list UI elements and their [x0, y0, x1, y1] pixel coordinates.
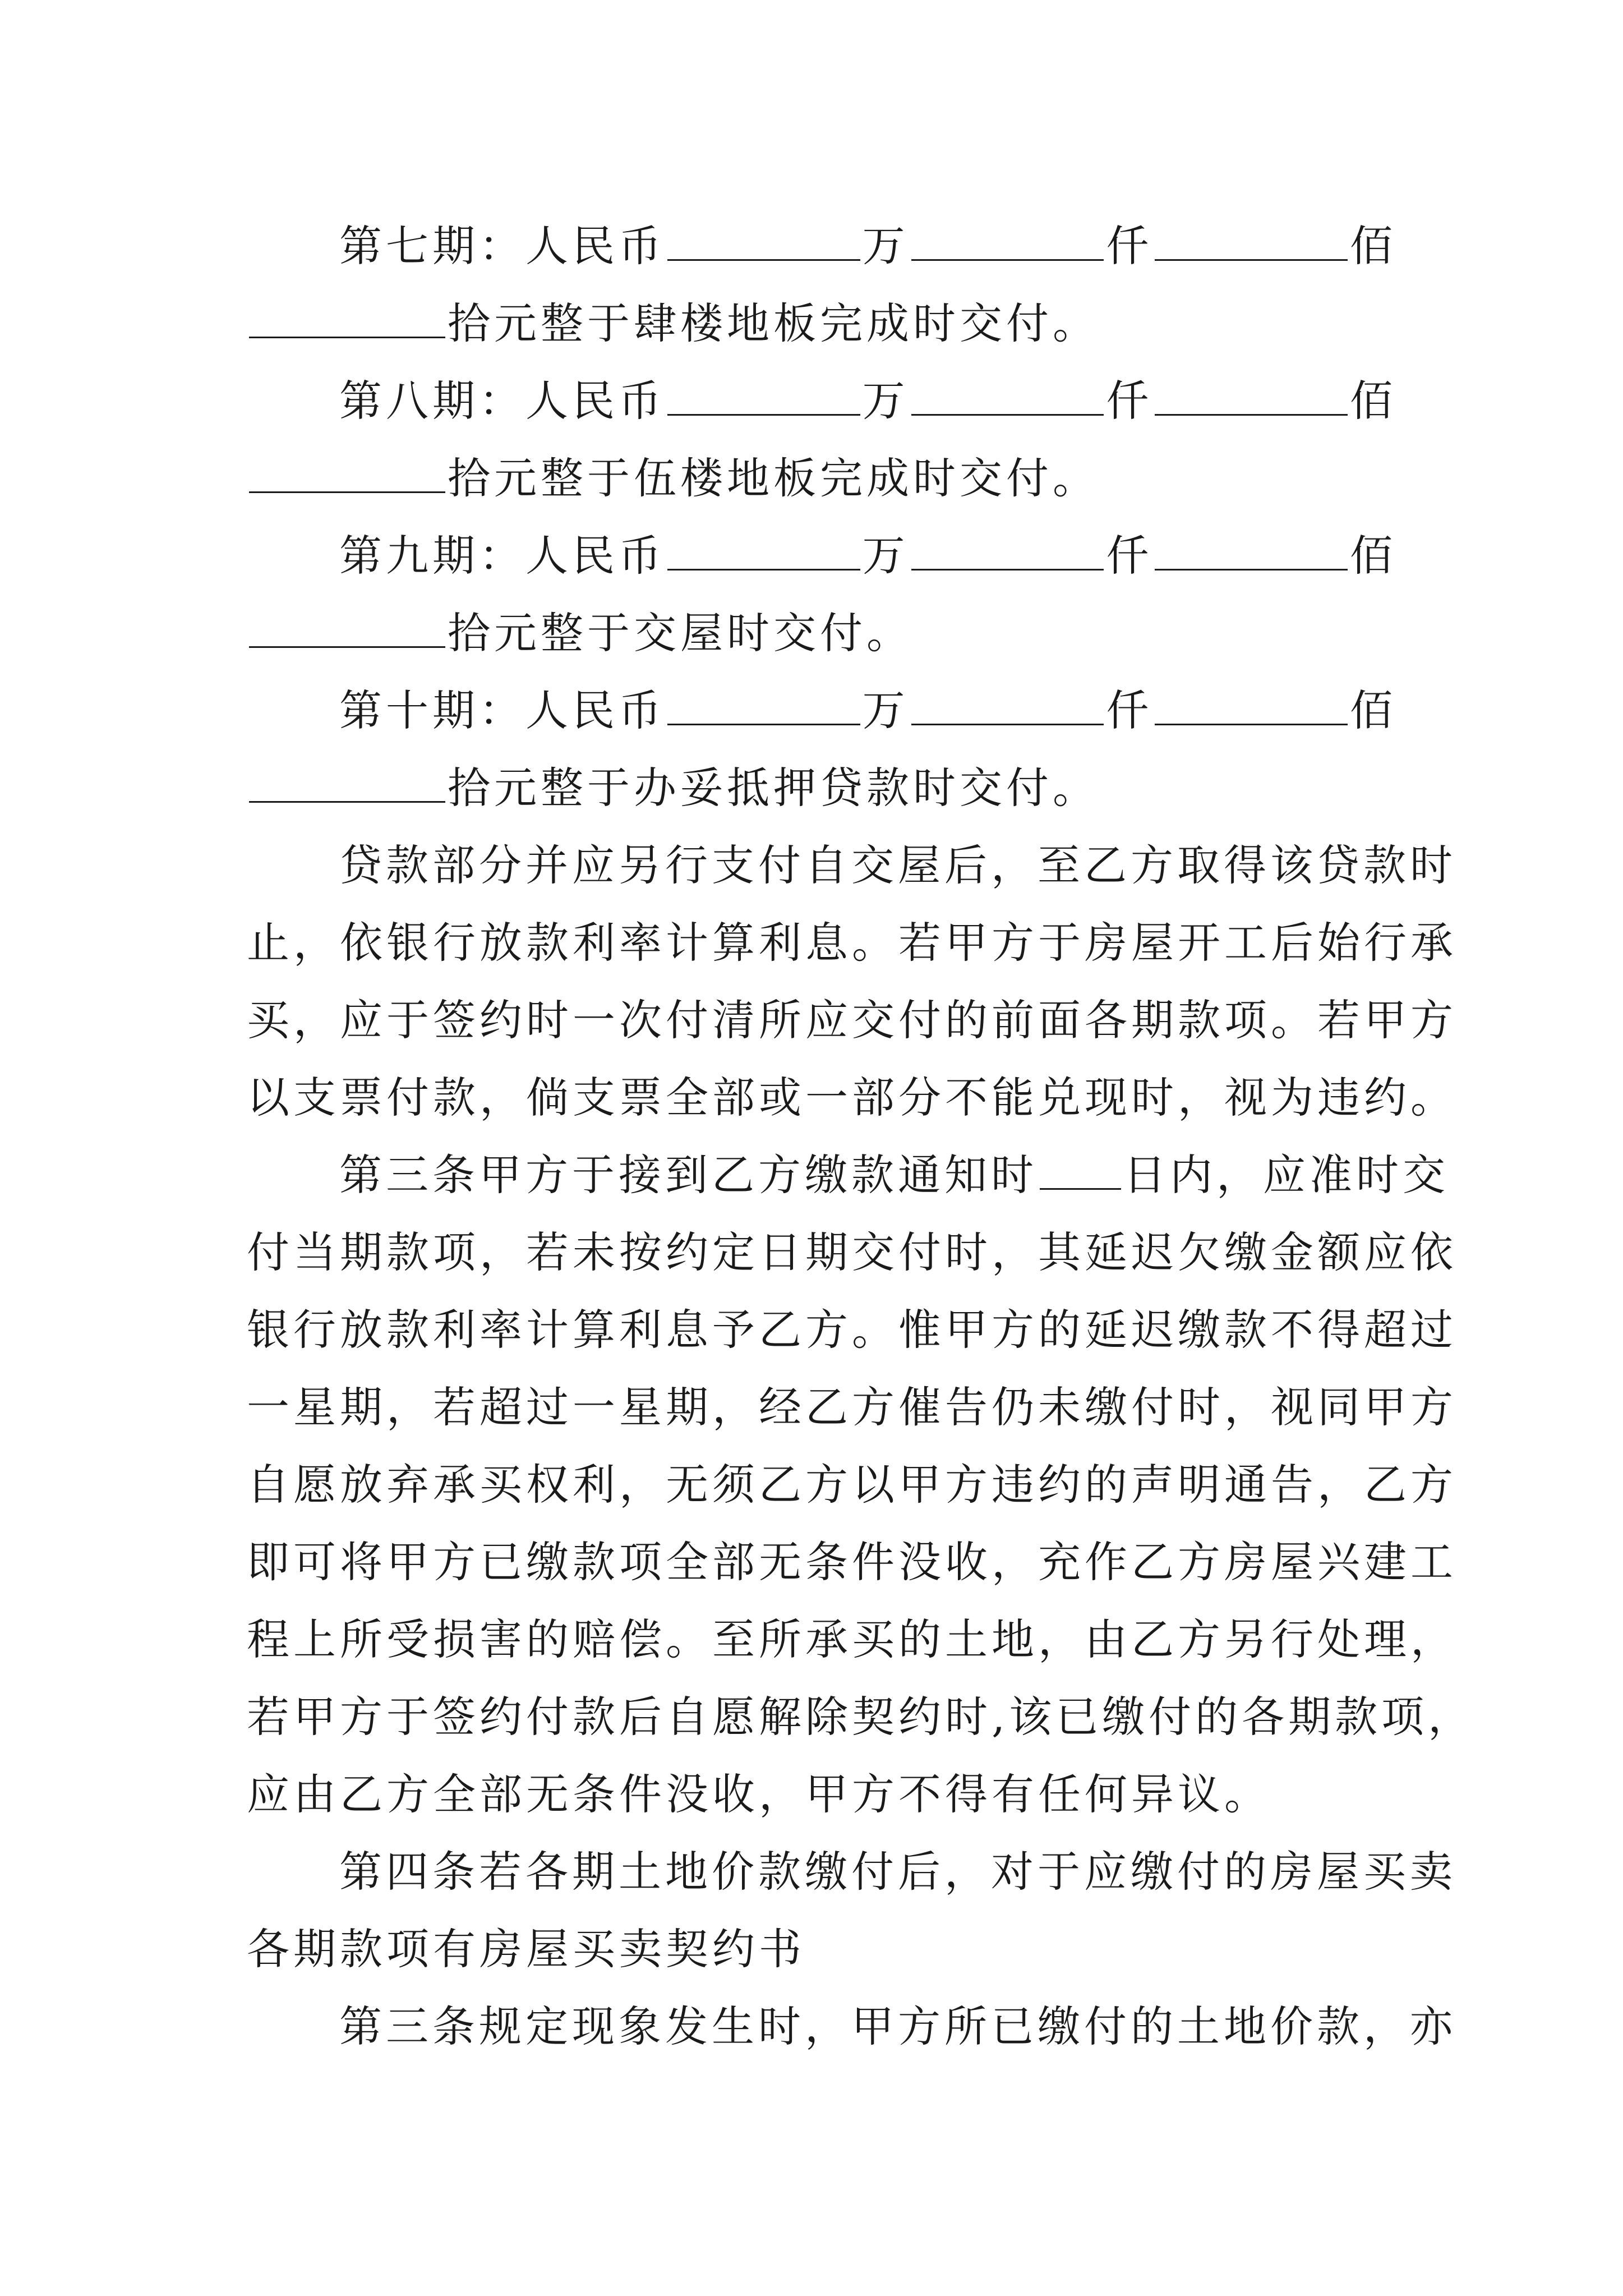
unit-bai: 佰 [1350, 685, 1397, 735]
paragraph-line: 买，应于签约时一次付清所应交付的前面各期款项。若甲方 [247, 995, 1457, 1045]
article-3-text-b: 日内，应准时交 [1123, 1150, 1449, 1200]
blank-field [667, 522, 860, 570]
article-3-first-line [247, 1137, 1449, 1214]
blank-field [911, 212, 1104, 261]
paragraph-line: 即可将甲方已缴款项全部无条件没收，充作乙方房屋兴建工 [247, 1537, 1457, 1587]
blank-field [1155, 677, 1348, 725]
installment-label: 第九期：人民币 [339, 531, 665, 581]
installment-7-line-2 [247, 285, 1396, 362]
installment-10-line-1 [247, 672, 1396, 749]
unit-wan: 万 [862, 376, 909, 426]
paragraph-line: 各期款项有房屋买卖契约书 [247, 1924, 805, 1974]
installment-8-line-2 [247, 440, 1396, 517]
installment-tail: 拾元整于交屋时交付。 [448, 608, 913, 658]
installment-7-line-1 [247, 208, 1396, 285]
unit-qian: 仟 [1106, 221, 1153, 271]
unit-bai: 佰 [1350, 376, 1397, 426]
installment-8-line-1 [247, 362, 1396, 440]
document-page [247, 208, 1475, 2065]
unit-wan: 万 [862, 685, 909, 735]
paragraph-line: 以支票付款，倘支票全部或一部分不能兑现时，视为违约。 [247, 1073, 1457, 1122]
paragraph-line: 程上所受损害的赔偿。至所承买的土地，由乙方另行处理， [247, 1614, 1457, 1664]
blank-field [1155, 367, 1348, 416]
paragraph-line: 付当期款项，若未按约定日期交付时，其延迟欠缴金额应依 [247, 1227, 1457, 1277]
unit-qian: 仟 [1106, 376, 1153, 426]
installment-tail: 拾元整于办妥抵押贷款时交付。 [448, 763, 1099, 813]
blank-field [911, 367, 1104, 416]
blank-field [667, 677, 860, 725]
unit-qian: 仟 [1106, 531, 1153, 581]
blank-field [249, 599, 445, 648]
installment-10-line-2 [247, 749, 1396, 827]
installment-9-line-1 [247, 517, 1396, 595]
unit-wan: 万 [862, 221, 909, 271]
blank-field [911, 522, 1104, 570]
installment-tail: 拾元整于伍楼地板完成时交付。 [448, 453, 1099, 503]
article-3-text-a: 第三条甲方于接到乙方缴款通知时 [339, 1150, 1038, 1200]
installment-label: 第七期：人民币 [339, 221, 665, 271]
paragraph-line: 自愿放弃承买权利，无须乙方以甲方违约的声明通告，乙方 [247, 1460, 1457, 1510]
paragraph-line: 止，依银行放款利率计算利息。若甲方于房屋开工后始行承 [247, 918, 1457, 968]
blank-field [1040, 1141, 1121, 1190]
paragraph-line: 第三条规定现象发生时，甲方所已缴付的土地价款，亦 [339, 2001, 1456, 2051]
paragraph-line: 应由乙方全部无条件没收，甲方不得有任何异议。 [247, 1769, 1271, 1819]
blank-field [911, 677, 1104, 725]
unit-bai: 佰 [1350, 531, 1397, 581]
unit-qian: 仟 [1106, 685, 1153, 735]
paragraph-line: 一星期，若超过一星期，经乙方催告仍未缴付时，视同甲方 [247, 1382, 1457, 1432]
installment-9-line-2 [247, 595, 1396, 672]
blank-field [1155, 212, 1348, 261]
installment-tail: 拾元整于肆楼地板完成时交付。 [448, 298, 1099, 348]
blank-field [667, 212, 860, 261]
unit-wan: 万 [862, 531, 909, 581]
blank-field [249, 754, 445, 803]
unit-bai: 佰 [1350, 221, 1397, 271]
installment-label: 第八期：人民币 [339, 376, 665, 426]
blank-field [667, 367, 860, 416]
paragraph-line: 贷款部分并应另行支付自交屋后，至乙方取得该贷款时 [339, 840, 1456, 890]
blank-field [1155, 522, 1348, 570]
paragraph-line: 第四条若各期土地价款缴付后，对于应缴付的房屋买卖 [339, 1847, 1456, 1897]
paragraph-line: 若甲方于签约付款后自愿解除契约时,该已缴付的各期款项， [247, 1692, 1475, 1742]
installment-label: 第十期：人民币 [339, 685, 665, 735]
blank-field [249, 444, 445, 493]
blank-field [249, 289, 445, 338]
paragraph-line: 银行放款利率计算利息予乙方。惟甲方的延迟缴款不得超过 [247, 1305, 1457, 1355]
